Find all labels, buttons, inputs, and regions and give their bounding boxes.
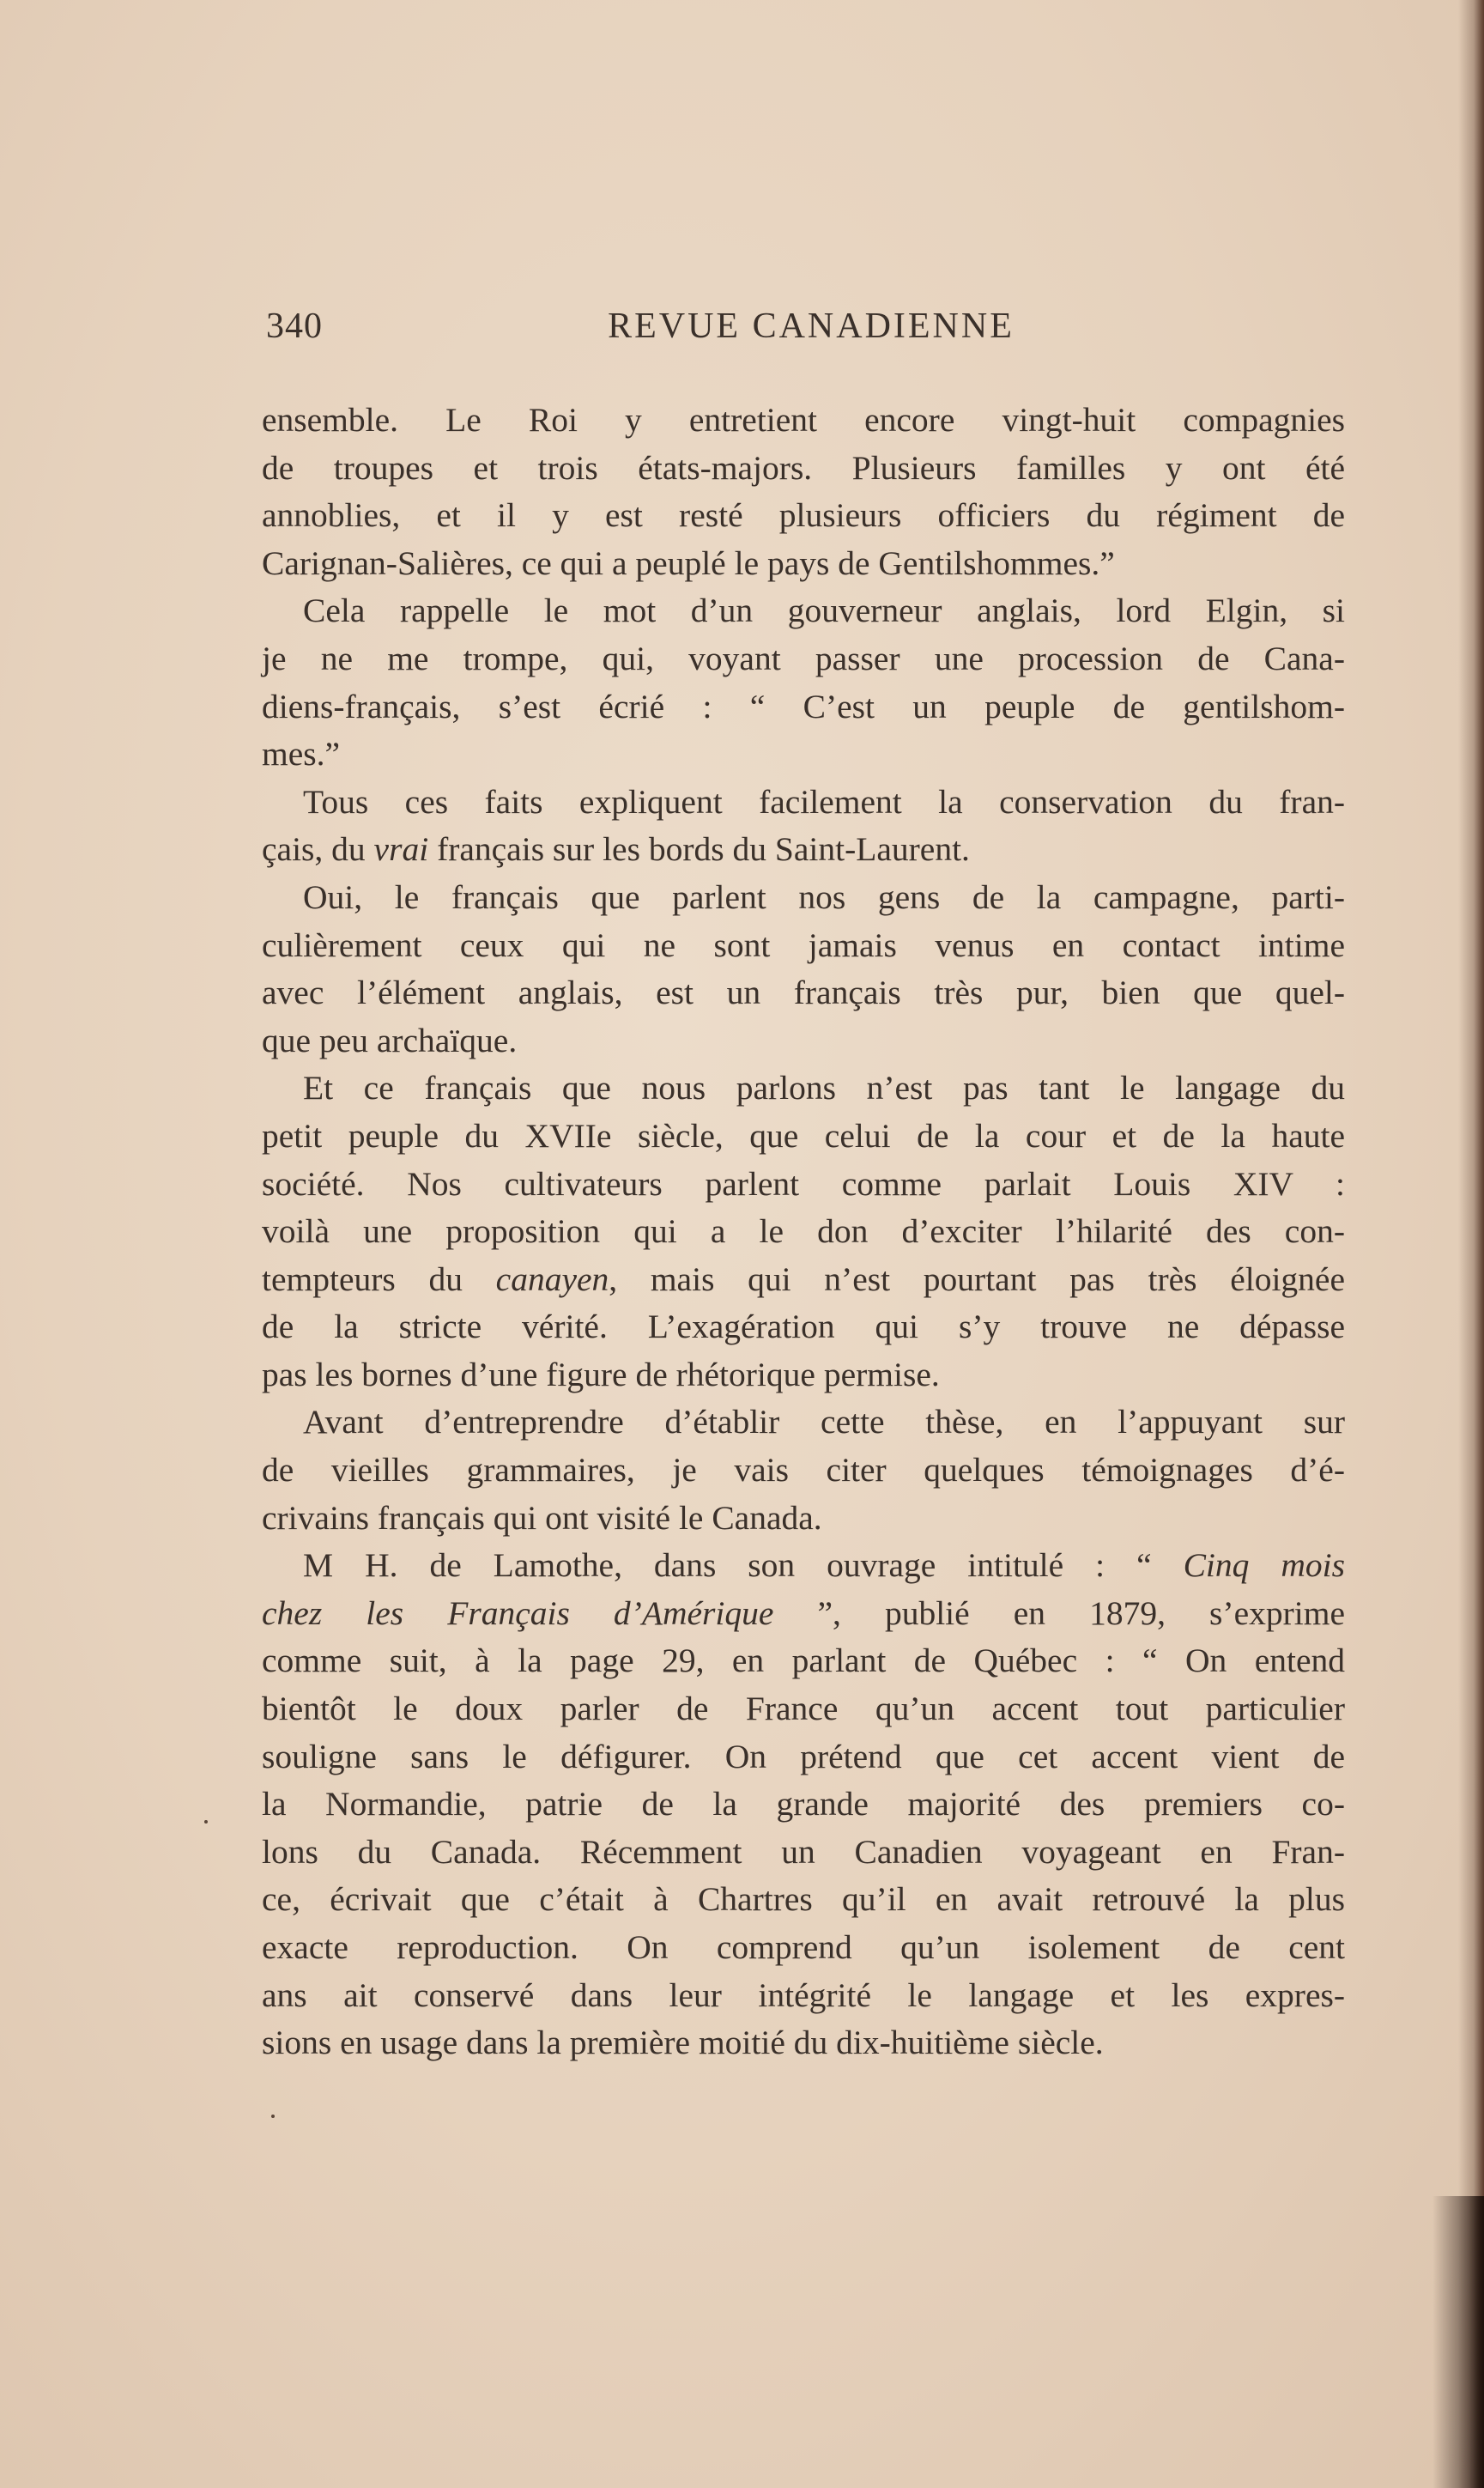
body-text <box>262 397 1345 2067</box>
text-line: culièrement ceux qui ne sont jamais venus en contact intime <box>262 925 1345 964</box>
text-line: pas les bornes d’une figure de rhétorique permise. <box>262 1355 940 1393</box>
running-title: REVUE CANADIENNE <box>608 306 1015 346</box>
binding-shadow <box>1433 2196 1484 2488</box>
text-line: bientôt le doux parler de France qu’un accent tout particulier <box>262 1690 1345 1728</box>
text-line: je ne me trompe, qui, voyant passer une procession de Cana- <box>262 639 1345 677</box>
text-line: exacte reproduction. On comprend qu’un isolement de cent <box>262 1928 1345 1966</box>
text-line: crivains français qui ont visité le Canada. <box>262 1498 822 1537</box>
text-line: mes.” <box>262 735 341 774</box>
page-edge-shadow <box>1458 0 1484 2488</box>
page-number: 340 <box>266 306 323 346</box>
italic-term: canayen <box>495 1259 609 1298</box>
text-line: de troupes et trois états-majors. Plusieurs familles y ont été <box>262 448 1345 487</box>
text-line: que peu archaïque. <box>262 1021 518 1059</box>
print-speck <box>271 2115 275 2118</box>
text-line: société. Nos cultivateurs parlent comme parlait Louis XIV : <box>262 1164 1345 1203</box>
text-line: de la stricte vérité. L’exagération qui s’y trouve ne dépasse <box>262 1308 1345 1346</box>
text-line: annoblies, et il y est resté plusieurs officiers du régiment de <box>262 496 1345 535</box>
print-speck <box>204 1820 208 1824</box>
text-line: de vieilles grammaires, je vais citer quelques témoignages d’é- <box>262 1451 1345 1490</box>
text-line: çais, du vrai français sur les bords du Saint-Laurent. <box>262 830 970 869</box>
text-line: ce, écrivait que c’était à Chartres qu’il en avait retrouvé la plus <box>262 1880 1345 1919</box>
italic-term: chez les Français d’Amérique <box>262 1593 774 1632</box>
text-line: la Normandie, patrie de la grande majorité des premiers co- <box>262 1785 1345 1824</box>
text-line: comme suit, à la page 29, en parlant de Québec : “ On entend <box>262 1641 1345 1680</box>
text-line: ans ait conservé dans leur intégrité le langage et les expres- <box>262 1975 1345 2014</box>
text-line: Cela rappelle le mot d’un gouverneur anglais, lord Elgin, si <box>303 592 1345 630</box>
text-line: ensemble. Le Roi y entretient encore vingt-huit compagnies <box>262 401 1345 439</box>
text-line: M H. de Lamothe, dans son ouvrage intitulé : “ Cinq mois <box>303 1546 1345 1585</box>
text-line: souligne sans le défigurer. On prétend que cet accent vient de <box>262 1737 1345 1775</box>
text-line: avec l’élément anglais, est un français très pur, bien que quel- <box>262 974 1345 1012</box>
italic-term: Cinq mois <box>1183 1546 1345 1585</box>
text-line: Oui, le français que parlent nos gens de la campagne, parti- <box>303 877 1345 916</box>
text-line: voilà une proposition qui a le don d’exciter l’hilarité des con- <box>262 1212 1345 1251</box>
text-line: Carignan-Salières, ce qui a peuplé le pays de Gentilshommes.” <box>262 543 1115 582</box>
text-line: tempteurs du canayen, mais qui n’est pourtant pas très éloignée <box>262 1259 1345 1298</box>
page-header <box>266 300 1356 352</box>
italic-term: vrai <box>373 830 429 869</box>
text-line: chez les Français d’Amérique ”, publié en 1879, s’exprime <box>262 1593 1345 1632</box>
text-line: sions en usage dans la première moitié du dix-huitième siècle. <box>262 2024 1104 2062</box>
text-line: diens-français, s’est écrié : “ C’est un peuple de gentilshom- <box>262 687 1345 725</box>
text-line: lons du Canada. Récemment un Canadien voyageant en Fran- <box>262 1832 1345 1871</box>
text-line: petit peuple du XVIIe siècle, que celui de la cour et de la haute <box>262 1116 1345 1155</box>
text-line: Tous ces faits expliquent facilement la conservation du fran- <box>303 782 1345 821</box>
text-line: Avant d’entreprendre d’établir cette thèse, en l’appuyant sur <box>303 1403 1345 1441</box>
text-line: Et ce français que nous parlons n’est pas tant le langage du <box>303 1069 1345 1107</box>
